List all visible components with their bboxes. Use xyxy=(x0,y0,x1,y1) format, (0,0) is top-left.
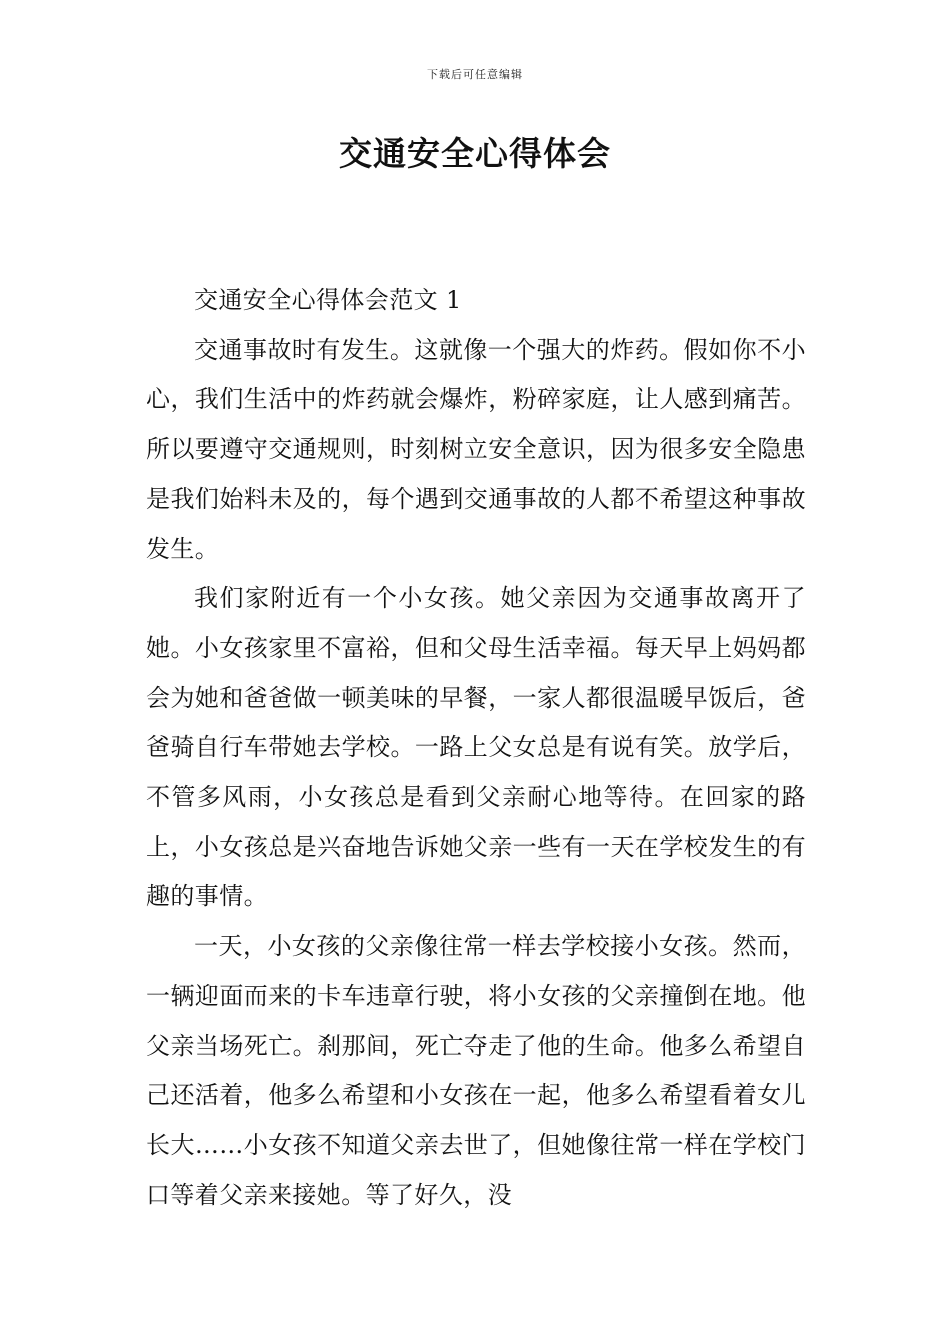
paragraph: 一天，小女孩的父亲像往常一样去学校接小女孩。然而，一辆迎面而来的卡车违章行驶，将小女孩的父亲撞倒在地。他父亲当场死亡。刹那间，死亡夺走了他的生命。他多么希望自己还活着，他多么希望和小女孩在一起，他多么希望看着女儿长大……小女孩不知道父亲去世了，但她像往常一样在学校门口等着父亲来接她。等了好久，没 xyxy=(146,932,806,1209)
header-note: 下载后可任意编辑 xyxy=(427,68,523,81)
document-body xyxy=(146,276,806,1220)
section-subtitle: 交通安全心得体会范文 1 xyxy=(194,286,462,314)
paragraph: 我们家附近有一个小女孩。她父亲因为交通事故离开了她。小女孩家里不富裕，但和父母生活幸福。每天早上妈妈都会为她和爸爸做一顿美味的早餐，一家人都很温暖早饭后，爸爸骑自行车带她去学校。一路上父女总是有说有笑。放学后，不管多风雨，小女孩总是看到父亲耐心地等待。在回家的路上，小女孩总是兴奋地告诉她父亲一些有一天在学校发生的有趣的事情。 xyxy=(146,584,806,911)
paragraph: 交通事故时有发生。这就像一个强大的炸药。假如你不小心，我们生活中的炸药就会爆炸，粉碎家庭，让人感到痛苦。所以要遵守交通规则，时刻树立安全意识，因为很多安全隐患是我们始料未及的，每个遇到交通事故的人都不希望这种事故发生。 xyxy=(146,335,806,563)
document-title: 交通安全心得体会 xyxy=(339,134,611,173)
